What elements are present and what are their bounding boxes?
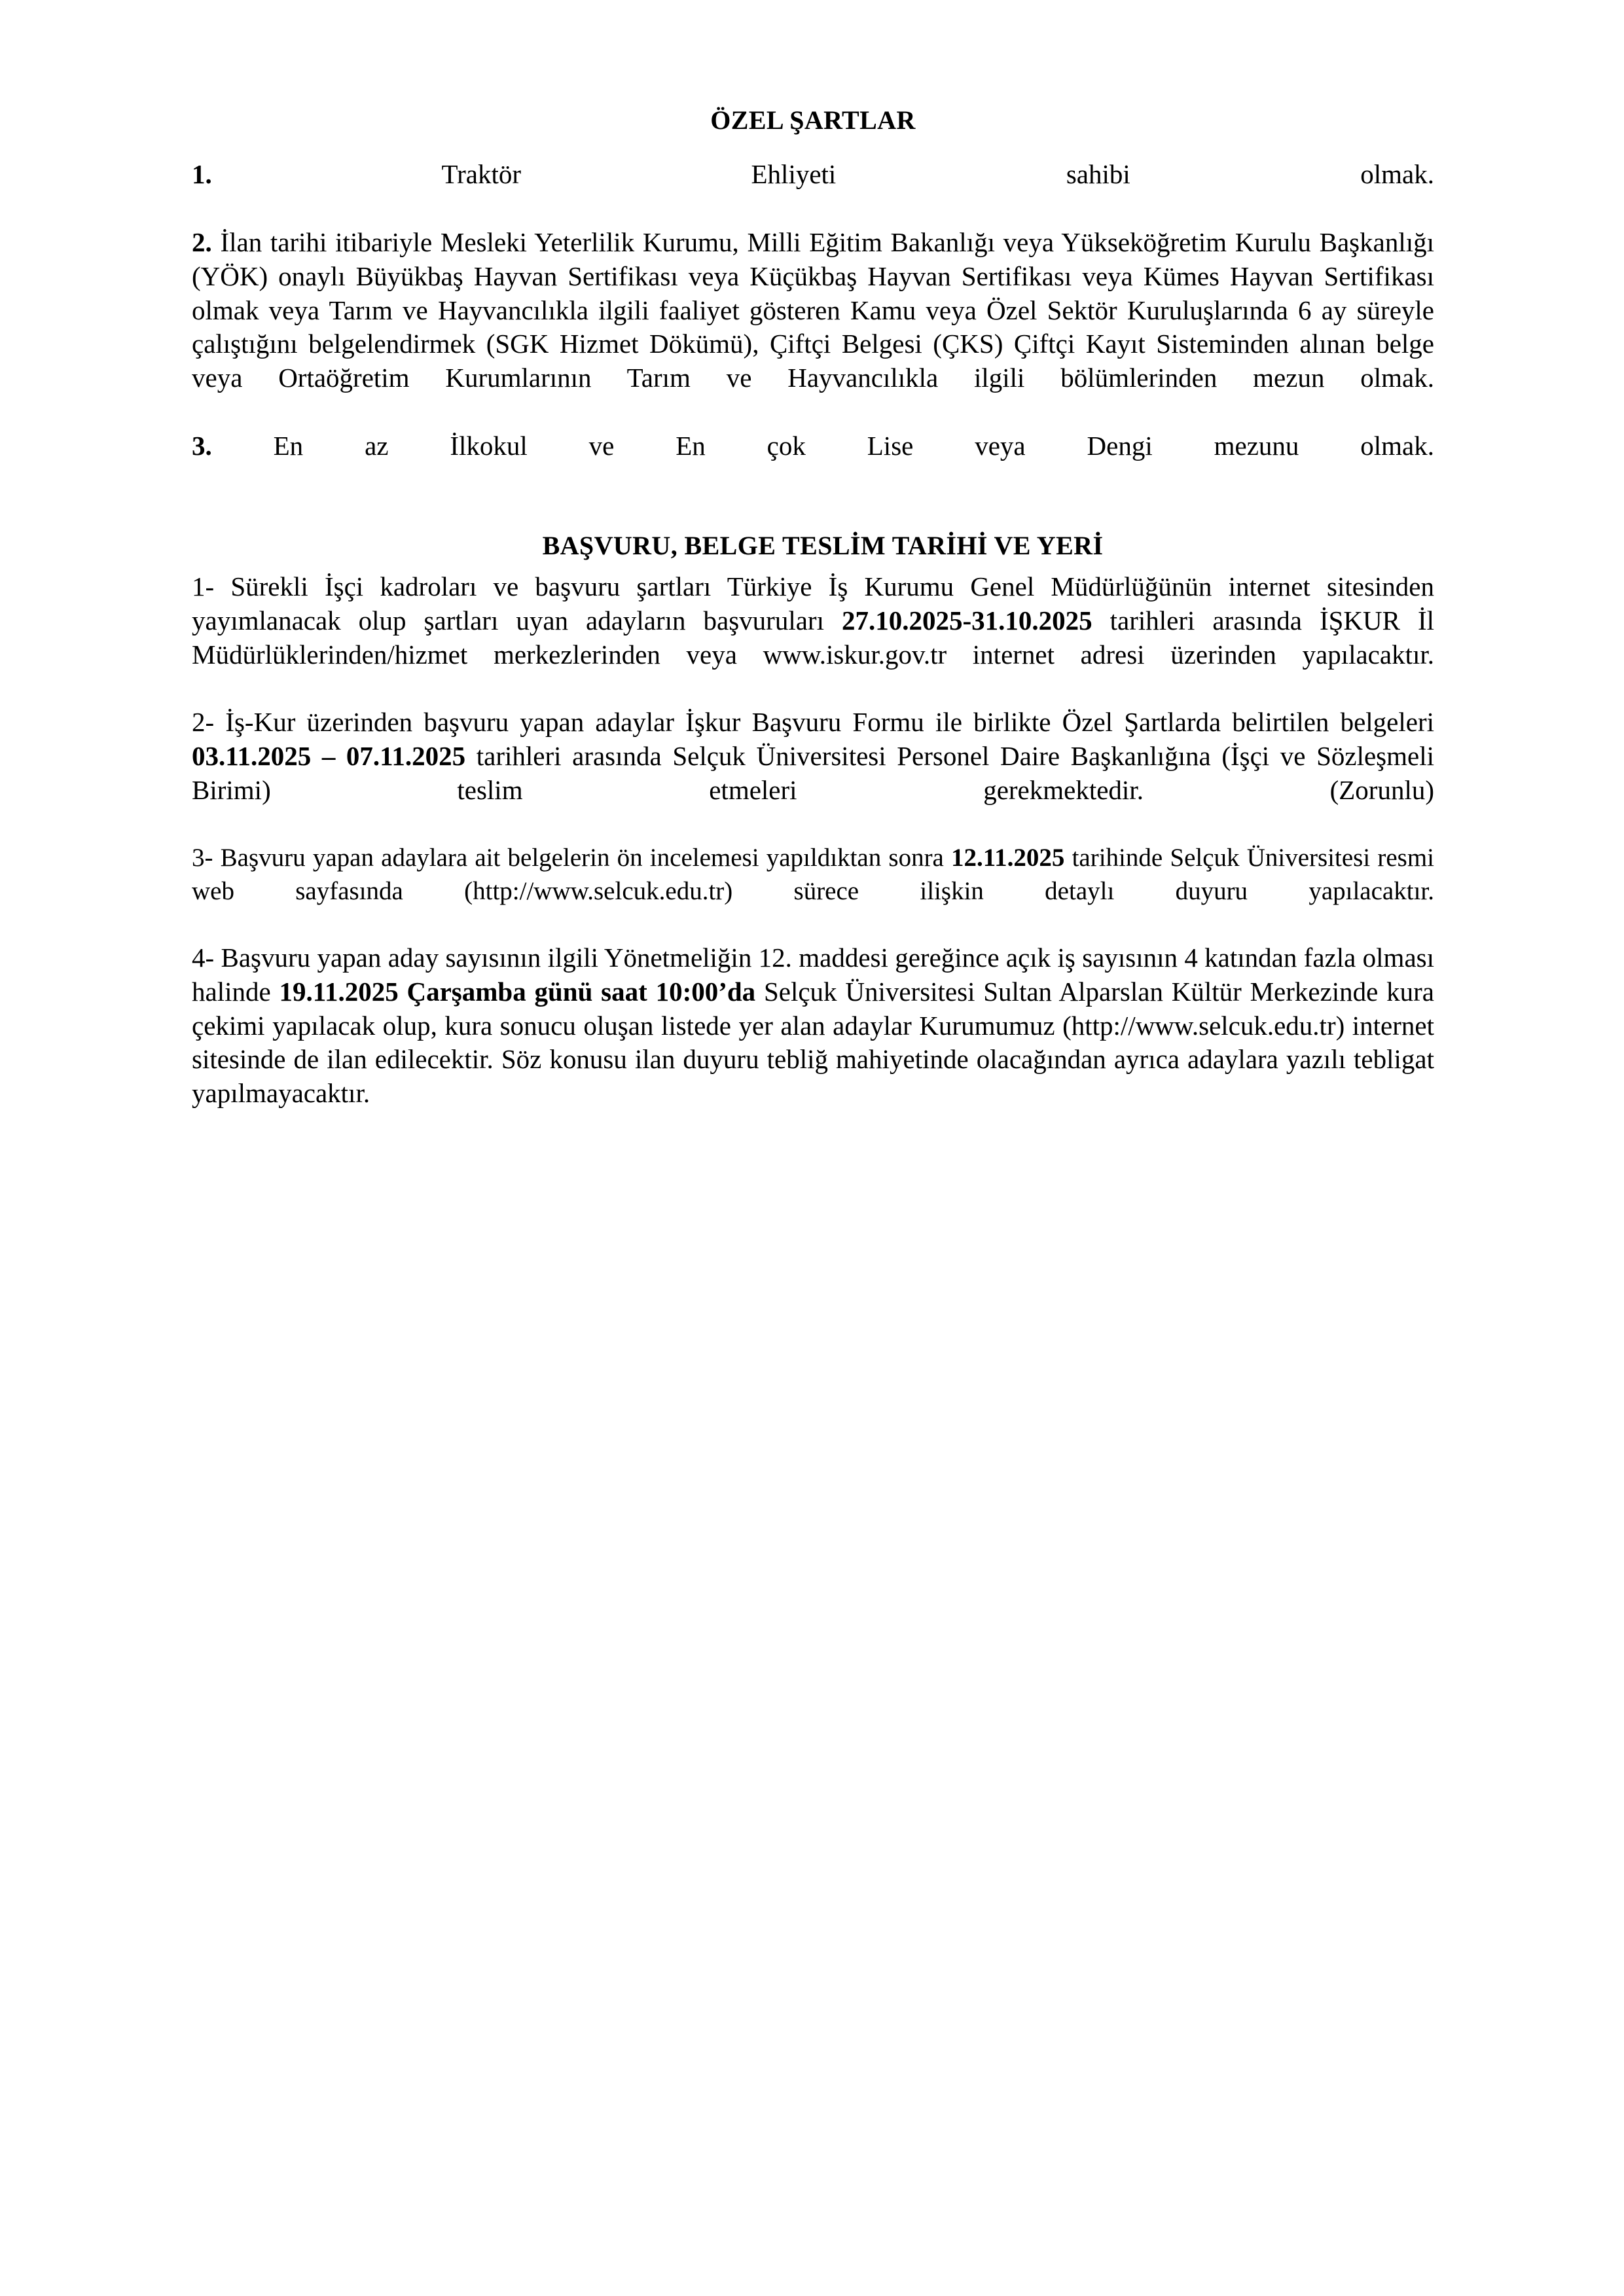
condition-item-3: [192, 429, 1434, 497]
text-run-2: tarihleri arasında İŞKUR İl Müdürlüklerinden/hizmet merkezlerinden veya www.iskur.gov.tr internet adresi üzerinden yapılacaktır.: [192, 605, 1434, 670]
condition-number-3: 3.: [192, 431, 212, 461]
text-run-2: tarihinde Selçuk Üniversitesi resmi web sayfasında (http://www.selcuk.edu.tr) sürece ilişkin detaylı duyuru yapılacaktır.: [192, 843, 1434, 905]
application-heading: BAŞVURU, BELGE TESLİM TARİHİ VE YERİ: [542, 530, 1104, 560]
condition-number-1: 1.: [192, 159, 212, 190]
text-run-0: 4- Başvuru yapan aday sayısının ilgili Yönetmeliğin 12. maddesi gereğince açık iş sayısının 4 katından fazla olması halinde: [192, 942, 1434, 1007]
application-paragraph-1: [192, 570, 1434, 706]
application-paragraph-2: [192, 706, 1434, 841]
text-run-1: 12.11.2025: [951, 843, 1065, 872]
condition-text-3: En az İlkokul ve En çok Lise veya Dengi mezunu olmak.: [273, 431, 1435, 461]
application-paragraph-4: [192, 941, 1434, 1145]
text-run-0: 3- Başvuru yapan adaylara ait belgelerin ön incelemesi yapıldıktan sonra: [192, 843, 952, 872]
application-section: [192, 530, 1434, 1145]
text-run-1: 27.10.2025-31.10.2025: [841, 605, 1092, 636]
text-run-2: tarihleri arasında Selçuk Üniversitesi Personel Daire Başkanlığına (İşçi ve Sözleşmeli Birimi) teslim etmeleri gerekmektedir. (Zorunlu): [192, 741, 1434, 806]
condition-number-2: 2.: [192, 226, 212, 257]
text-run-1: 19.11.2025 Çarşamba günü saat 10:00’da: [279, 976, 756, 1007]
text-run-2: Selçuk Üniversitesi Sultan Alparslan Kültür Merkezinde kura çekimi yapılacak olup, kura sonucu oluşan listede yer alan adaylar Kurumumuz (http://www.selcuk.edu.tr) internet sitesinde de ilan edilecektir. Söz konusu ilan duyuru tebliğ mahiyetinde olacağından ayrıca adaylara yazılı tebligat yapılmayacaktır.: [192, 976, 1434, 1109]
text-run-0: 2- İş-Kur üzerinden başvuru yapan adaylar İşkur Başvuru Formu ile birlikte Özel Şartlarda belirtilen belgeleri: [192, 707, 1434, 738]
heading-spacer: [192, 561, 1434, 570]
special-conditions-list: [192, 158, 1434, 497]
application-paragraph-3: [192, 842, 1434, 941]
text-run-0: 1- Sürekli İşçi kadroları ve başvuru şartları Türkiye İş Kurumu Genel Müdürlüğünün internet sitesinden yayımlanacak olup şartları uyan adayların başvuruları: [192, 571, 1434, 636]
document-content: [192, 105, 1434, 1145]
condition-text-1: Traktör Ehliyeti sahibi olmak.: [441, 159, 1434, 190]
condition-item-2: [192, 226, 1434, 429]
condition-item-1: [192, 158, 1434, 226]
text-run-1: 03.11.2025 – 07.11.2025: [192, 741, 466, 772]
condition-text-2: İlan tarihi itibariyle Mesleki Yeterlilik Kurumu, Milli Eğitim Bakanlığı veya Yükseköğretim Kurulu Başkanlığı (YÖK) onaylı Büyükbaş Hayvan Sertifikası veya Küçükbaş Hayvan Sertifikası veya Kümes Hayvan Sertifikası olmak veya Tarım ve Hayvancılıkla ilgili faaliyet gösteren Kamu veya Özel Sektör Kuruluşlarında 6 ay süreyle çalıştığını belgelendirmek (SGK Hizmet Dökümü), Çiftçi Belgesi (ÇKS) Çiftçi Kayıt Sisteminden alınan belge veya Ortaöğretim Kurumlarının Tarım ve Hayvancılıkla ilgili bölümlerinden mezun olmak.: [192, 226, 1435, 393]
special-conditions-heading: ÖZEL ŞARTLAR: [710, 105, 916, 135]
